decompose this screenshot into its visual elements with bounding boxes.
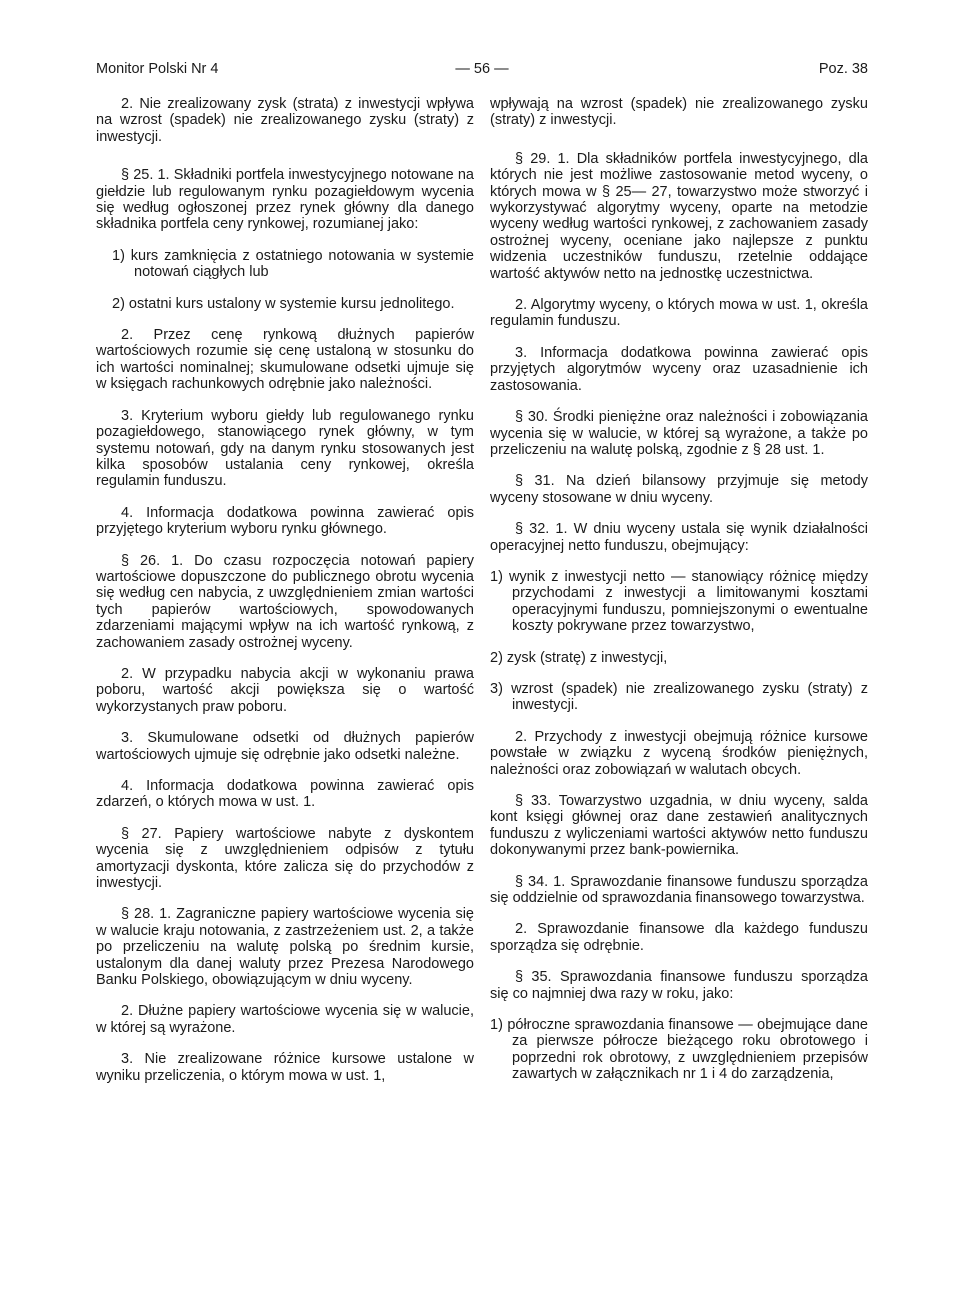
list-item: 3) wzrost (spadek) nie zrealizowanego zysku (straty) z inwestycji. [490, 680, 868, 714]
paragraph: 2. Nie zrealizowany zysk (strata) z inwestycji wpływa na wzrost (spadek) nie zrealizowanego zysku (straty) z inwestycji. [96, 96, 474, 145]
paragraph: 2. Sprawozdanie finansowe dla każdego funduszu sporządza się odrębnie. [490, 921, 868, 954]
paragraph-section-30: § 30. Środki pieniężne oraz należności i zobowiązania wycenia się w walucie, w której są wyrażone, a także po przeliczeniu na walutę polską, zgodnie z § 28 ust. 1. [490, 409, 868, 458]
page-number: — 56 — [455, 61, 509, 77]
paragraph: 2. Algorytmy wyceny, o których mowa w ust. 1, określa regulamin funduszu. [490, 297, 868, 330]
publication-title: Monitor Polski Nr 4 [96, 61, 219, 77]
paragraph: 4. Informacja dodatkowa powinna zawierać opis zdarzeń, o których mowa w ust. 1. [96, 778, 474, 811]
paragraph: 2. W przypadku nabycia akcji w wykonaniu prawa poboru, wartość akcji powiększa się o wartość wykorzystanych praw poboru. [96, 665, 474, 715]
paragraph-section-27: § 27. Papiery wartościowe nabyte z dyskontem wycenia się z uwzględnieniem odpisów z tytułu amortyzacji dyskonta, które zalicza się do przychodów z inwestycji. [96, 825, 474, 892]
left-column [96, 96, 474, 1099]
paragraph: 3. Informacja dodatkowa powinna zawierać opis przyjętych algorytmów wyceny oraz uzasadnienie ich zastosowania. [490, 344, 868, 394]
running-header [96, 58, 868, 80]
paragraph-section-28: § 28. 1. Zagraniczne papiery wartościowe wycenia się w walucie kraju notowania, z zastrzeżeniem ust. 2, a także po przeliczeniu na walutę polską po średnim kursie, ustalonym dla danej waluty przez Prezesa Narodowego Banku Polskiego, obowiązującym w dniu wyceny. [96, 906, 474, 989]
paragraph: 3. Nie zrealizowane różnice kursowe ustalone w wyniku przeliczenia, o którym mowa w ust. 1, [96, 1051, 474, 1084]
paragraph: 2. Przez cenę rynkową dłużnych papierów wartościowych rozumie się cenę ustaloną w stosunku do ich wartości nominalnej; skumulowane odsetki ujmuje się w księgach rachunkowych odrębnie jako należności. [96, 327, 474, 393]
paragraph: 2. Dłużne papiery wartościowe wycenia się w walucie, w której są wyrażone. [96, 1003, 474, 1036]
paragraph-section-32: § 32. 1. W dniu wyceny ustala się wynik działalności operacyjnej netto funduszu, obejmujący: [490, 521, 868, 554]
paragraph-section-29: § 29. 1. Dla składników portfela inwestycyjnego, dla których nie jest możliwe zastosowanie metod wyceny, o których mowa w § 25— 27, towarzystwo może stworzyć i wykorzystywać algorytmy wyceny, oparte na metodzie wyceny według wartości rynkowej, z zachowaniem zasady ostrożnej wyceny, oceniane jako najlepsze z punktu widzenia uczestników funduszu, rzetelnie oddające wartość aktywów netto na jednostkę uczestnictwa. [490, 150, 868, 282]
paragraph-section-31: § 31. Na dzień bilansowy przyjmuje się metody wyceny stosowane w dniu wyceny. [490, 473, 868, 506]
paragraph-section-25: § 25. 1. Składniki portfela inwestycyjnego notowane na giełdzie lub regulowanym rynku pozagiełdowym wycenia się według ogłoszonej przez rynek główny dla danego składnika portfela ceny rynkowej, rozumianej jako: [96, 167, 474, 233]
paragraph: wpływają na wzrost (spadek) nie zrealizowanego zysku (straty) z inwestycji. [490, 96, 868, 129]
paragraph: 3. Skumulowane odsetki od dłużnych papierów wartościowych ujmuje się odrębnie jako odsetki należne. [96, 730, 474, 763]
paragraph-section-26: § 26. 1. Do czasu rozpoczęcia notowań papiery wartościowe dopuszczone do publicznego obrotu wycenia się według cen nabycia, z uwzględnieniem zmian wartości tych papierów wartościowych, spowodowanych zdarzeniami mającymi wpływ na ich wartość rynkową, z zachowaniem zasady ostrożnej wyceny. [96, 552, 474, 651]
list-item: 2) zysk (stratę) z inwestycji, [490, 649, 668, 666]
list-item: 1) półroczne sprawozdania finansowe — obejmujące dane za pierwsze półrocze bieżącego roku obrotowego i poprzedni rok obrotowy, z uwzględnieniem przepisów zawartych w załącznikach nr 1 i 4 do zarządzenia, [490, 1017, 868, 1083]
paragraph-section-33: § 33. Towarzystwo uzgadnia, w dniu wyceny, salda kont księgi głównej oraz dane zestawień analitycznych funduszu z wyliczeniami wartości aktywów netto funduszu dokonywanymi przez bank-powiernika. [490, 793, 868, 859]
position-number: Poz. 38 [818, 61, 868, 77]
paragraph: 2. Przychody z inwestycji obejmują różnice kursowe powstałe w związku z wyceną środków pieniężnych, należności oraz zobowiązań w walutach obcych. [490, 728, 868, 778]
list-item: 1) kurs zamknięcia z ostatniego notowania w systemie notowań ciągłych lub [112, 247, 474, 281]
paragraph-section-35: § 35. Sprawozdania finansowe funduszu sporządza się co najmniej dwa razy w roku, jako: [490, 969, 868, 1002]
paragraph: 3. Kryterium wyboru giełdy lub regulowanego rynku pozagiełdowego, stanowiącego rynek główny, w tym systemu notowań, gdy na danym rynku stosowanych jest kilka sposobów ustalania ceny rynkowej, określa regulamin funduszu. [96, 407, 474, 490]
right-column [490, 96, 868, 1098]
paragraph-section-34: § 34. 1. Sprawozdanie finansowe funduszu sporządza się oddzielnie od sprawozdania finansowego towarzystwa. [490, 873, 868, 907]
paragraph: 4. Informacja dodatkowa powinna zawierać opis przyjętego kryterium wyboru rynku głównego. [96, 504, 474, 538]
list-item: 2) ostatni kurs ustalony w systemie kursu jednolitego. [112, 295, 455, 312]
list-item: 1) wynik z inwestycji netto — stanowiący różnicę między przychodami z inwestycji a limitowanymi kosztami operacyjnymi funduszu, pomniejszonymi o ewentualne koszty pokrywane przez towarzystwo, [490, 568, 868, 635]
